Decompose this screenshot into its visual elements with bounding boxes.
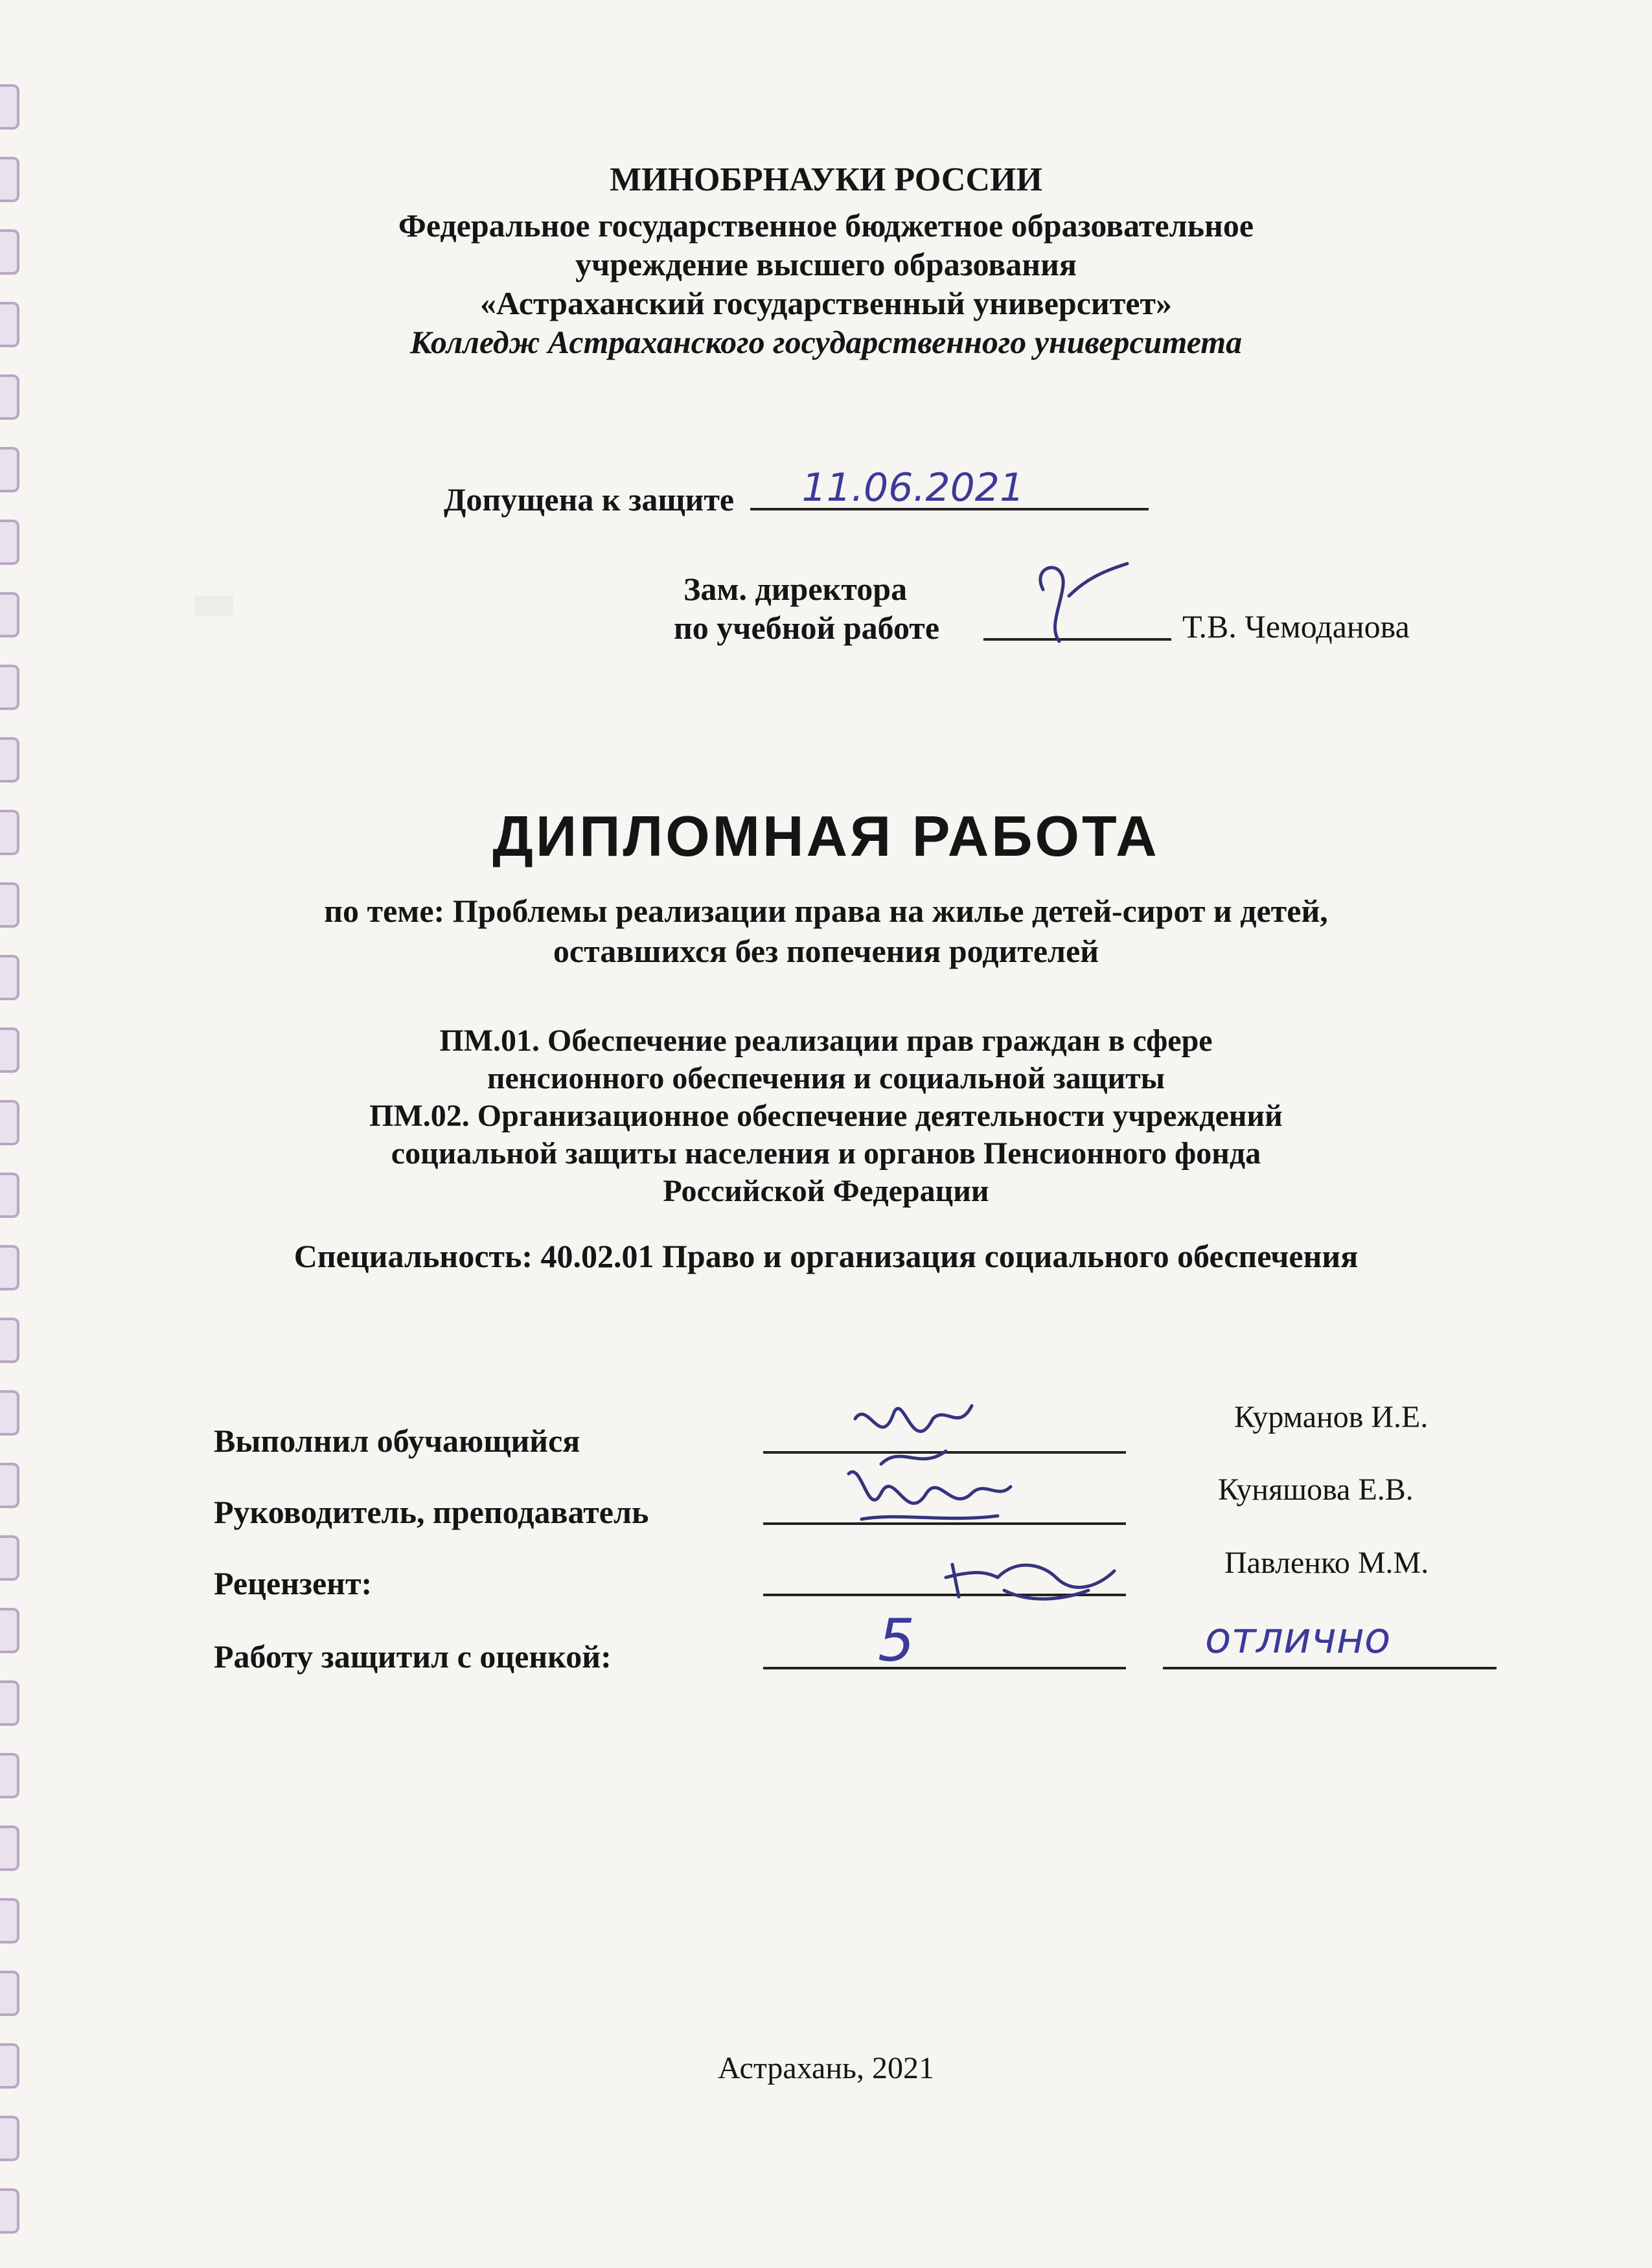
reviewer-signature: [933, 1545, 1127, 1610]
approval-signature: [1024, 551, 1134, 648]
binding-ring: [0, 1463, 19, 1508]
pm1-line-1: ПМ.01. Обеспечение реализации прав граждан в сфере: [439, 1024, 1213, 1058]
specialty: Специальность: 40.02.01 Право и организация социального обеспечения: [293, 1238, 1359, 1274]
supervisor-signature: [836, 1454, 1017, 1539]
binding-ring: [0, 1826, 19, 1871]
grade-line: [763, 1667, 1126, 1669]
student-name: Курманов И.Е.: [1234, 1400, 1428, 1434]
approval-name: Т.В. Чемоданова: [1182, 608, 1410, 645]
grade-word-handwritten: отлично: [1205, 1613, 1391, 1663]
bleed-through: [194, 596, 233, 615]
binding-ring: [0, 447, 19, 492]
pm2-line-1: ПМ.02. Организационное обеспечение деятельности учреждений: [369, 1099, 1283, 1133]
grade-number-handwritten: 5: [878, 1607, 915, 1675]
binding-ring: [0, 1608, 19, 1653]
binding-ring: [0, 665, 19, 710]
pm2-line-3: Российской Федерации: [663, 1174, 989, 1208]
binding-ring: [0, 1390, 19, 1436]
supervisor-label: Руководитель, преподаватель: [214, 1494, 649, 1530]
org-line-2: учреждение высшего образования: [575, 246, 1077, 282]
binding-ring: [0, 84, 19, 130]
admission-row: [444, 465, 1149, 518]
approval-title-2: по учебной работе: [674, 610, 940, 646]
admission-label: Допущена к защите: [444, 481, 735, 518]
binding-ring: [0, 374, 19, 420]
theme-line-1: по теме: Проблемы реализации права на жилье детей-сирот и детей,: [324, 893, 1328, 929]
binding-ring: [0, 1680, 19, 1726]
admission-date-handwritten: 11.06.2021: [801, 465, 1025, 510]
pm1-line-2: пенсионного обеспечения и социальной защиты: [487, 1061, 1165, 1095]
theme-line-2: оставшихся без попечения родителей: [553, 933, 1099, 969]
ministry-name: МИНОБРНАУКИ РОССИИ: [610, 161, 1042, 198]
reviewer-name: Павленко М.М.: [1224, 1546, 1429, 1580]
binding-ring: [0, 1753, 19, 1798]
approval-title-1: Зам. директора: [683, 571, 908, 607]
binding-ring: [0, 1318, 19, 1363]
reviewer-label: Рецензент:: [214, 1565, 373, 1601]
binding-ring: [0, 1535, 19, 1581]
binding-ring: [0, 737, 19, 783]
binding-ring: [0, 2188, 19, 2234]
binding-ring: [0, 1971, 19, 2016]
org-line-1: Федеральное государственное бюджетное образовательное: [398, 207, 1254, 244]
binding-ring: [0, 592, 19, 637]
admission-date-line: [750, 465, 1149, 510]
student-label: Выполнил обучающийся: [214, 1423, 580, 1459]
binding-ring: [0, 2116, 19, 2161]
document-title: ДИПЛОМНАЯ РАБОТА: [492, 804, 1160, 868]
grade-word-line: [1163, 1667, 1497, 1669]
college-name: Колледж Астраханского государственного университета: [409, 324, 1243, 360]
binding-ring: [0, 1898, 19, 1943]
org-line-3: «Астраханский государственный университет»: [479, 285, 1173, 321]
grade-label: Работу защитил с оценкой:: [214, 1638, 612, 1675]
city-year: Астрахань, 2021: [718, 2051, 934, 2085]
binding-ring: [0, 520, 19, 565]
pm2-line-2: социальной защиты населения и органов Пенсионного фонда: [391, 1136, 1261, 1171]
supervisor-name: Куняшова Е.В.: [1218, 1472, 1414, 1507]
